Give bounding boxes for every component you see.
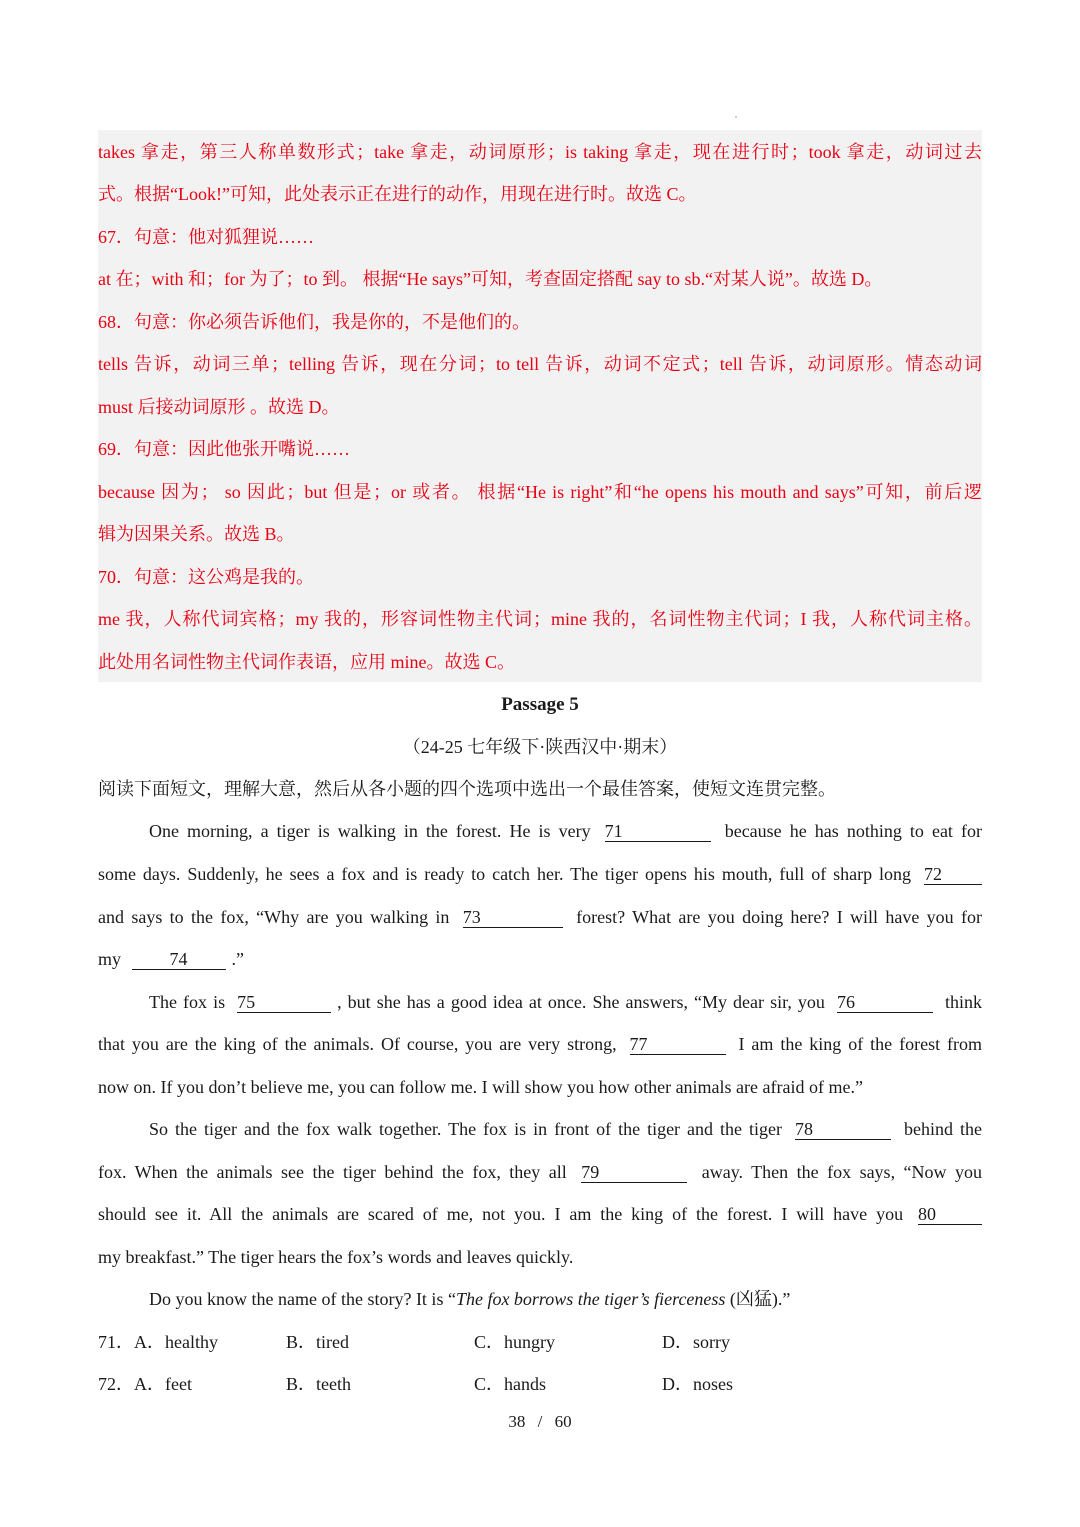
blank-77: 77 <box>630 1034 726 1055</box>
analysis-a68-line1: tells 告诉，动词三单；telling 告诉，现在分词；to tell 告诉，动词不定式；tell 告诉，动词原形。情态动词 <box>98 354 982 374</box>
paragraph-1-line-1 <box>98 818 982 844</box>
decorative-dot <box>735 116 737 118</box>
analysis-line-2: 式。根据“Look!”可知，此处表示正在进行的动作，用现在进行时。故选 C。 <box>98 184 697 204</box>
paragraph-4 <box>98 1286 982 1312</box>
passage-title: Passage 5 <box>501 694 579 715</box>
text: So the tiger and the fox walk together. The fox is in front of the tiger and the tiger <box>149 1119 783 1139</box>
blank-72: 72 <box>924 864 982 885</box>
page-separator: / <box>537 1412 543 1431</box>
option-a: A．feet <box>134 1374 192 1394</box>
text: some days. Suddenly, he sees a fox and is ready to catch her. The tiger opens his mouth, full of sharp long <box>98 864 912 884</box>
option-d: D．noses <box>662 1374 733 1394</box>
text: One morning, a tiger is walking in the forest. He is very <box>149 821 591 841</box>
paragraph-2-line-3: now on. If you don’t believe me, you can follow me. I will show you how other animals are afraid of me.” <box>98 1077 863 1097</box>
option-b: B．teeth <box>286 1374 351 1394</box>
text: think <box>945 992 983 1012</box>
question-number: 71． <box>98 1332 134 1352</box>
paragraph-3-line-2 <box>98 1159 982 1185</box>
passage-instruction: 阅读下面短文，理解大意，然后从各小题的四个选项中选出一个最佳答案，使短文连贯完整。 <box>98 779 836 799</box>
blank-80: 80 <box>918 1204 982 1225</box>
blank-78: 78 <box>795 1119 891 1140</box>
text: fox. When the animals see the tiger behind the fox, they all <box>98 1162 567 1182</box>
option-b: B．tired <box>286 1332 349 1352</box>
option-c: C．hungry <box>474 1332 555 1352</box>
passage-source: （24-25 七年级下·陕西汉中·期末） <box>402 737 678 757</box>
analysis-a69-line2: 辑为因果关系。故选 B。 <box>98 524 295 544</box>
blank-74: 74 <box>132 949 226 970</box>
paragraph-3-line-3 <box>98 1201 982 1227</box>
blank-76: 76 <box>837 992 933 1013</box>
analysis-q67: 67．句意：他对狐狸说…… <box>98 227 314 247</box>
analysis-a70-line1: me 我，人称代词宾格；my 我的，形容词性物主代词；mine 我的，名词性物主代词；I 我，人称代词主格。 <box>98 609 982 629</box>
text: my <box>98 949 122 969</box>
paragraph-1-line-3 <box>98 904 982 930</box>
question-number: 72． <box>98 1374 134 1394</box>
story-title: The fox borrows the tiger’s fierceness <box>455 1289 726 1309</box>
text: behind the <box>904 1119 982 1139</box>
text: should see it. All the animals are scared of me, not you. I am the king of the forest. I will have you <box>98 1204 904 1224</box>
text: , but she has a good idea at once. She answers, “My dear sir, you <box>337 992 825 1012</box>
analysis-a70-line2: 此处用名词性物主代词作表语，应用 mine。故选 C。 <box>98 652 515 672</box>
text: forest? What are you doing here? I will have you for <box>576 907 983 927</box>
question-71 <box>98 1329 218 1355</box>
analysis-q69: 69．句意：因此他张开嘴说…… <box>98 439 350 459</box>
text: I am the king of the forest from <box>738 1034 983 1054</box>
current-page: 38 <box>508 1412 526 1431</box>
text: because he has nothing to eat for <box>724 821 982 841</box>
text: The fox is <box>149 992 226 1012</box>
analysis-q68: 68．句意：你必须告诉他们，我是你的，不是他们的。 <box>98 312 530 332</box>
text: and says to the fox, “Why are you walking in <box>98 907 450 927</box>
option-a: A．healthy <box>134 1332 218 1352</box>
paragraph-3-line-4: my breakfast.” The tiger hears the fox’s words and leaves quickly. <box>98 1247 574 1267</box>
blank-79: 79 <box>581 1162 687 1183</box>
text: Do you know the name of the story? It is “ <box>149 1289 456 1309</box>
paragraph-1-line-4 <box>98 946 982 972</box>
text: (凶猛).” <box>725 1289 791 1309</box>
paragraph-3-line-1 <box>98 1116 982 1142</box>
analysis-line-1: takes 拿走，第三人称单数形式；take 拿走，动词原形；is taking 拿走，现在进行时；took 拿走，动词过去 <box>98 142 982 162</box>
analysis-a69-line1: because 因为； so 因此；but 但是；or 或者。 根据“He is right”和“he opens his mouth and says”可知，前后逻 <box>98 482 982 502</box>
blank-73: 73 <box>463 907 563 928</box>
paragraph-2-line-1 <box>98 989 982 1015</box>
text: away. Then the fox says, “Now you <box>701 1162 982 1182</box>
total-pages: 60 <box>554 1412 572 1431</box>
analysis-a68-line2: must 后接动词原形 。故选 D。 <box>98 397 340 417</box>
blank-71: 71 <box>605 821 711 842</box>
analysis-a67: at 在；with 和；for 为了；to 到。 根据“He says”可知，考查固定搭配 say to sb.“对某人说”。故选 D。 <box>98 269 883 289</box>
question-72 <box>98 1371 192 1397</box>
page-number <box>0 1412 1080 1432</box>
option-c: C．hands <box>474 1374 546 1394</box>
text: .” <box>231 949 245 969</box>
analysis-q70: 70．句意：这公鸡是我的。 <box>98 567 314 587</box>
option-d: D．sorry <box>662 1332 730 1352</box>
paragraph-2-line-2 <box>98 1031 982 1057</box>
blank-75: 75 <box>237 992 331 1013</box>
text: that you are the king of the animals. Of course, you are very strong, <box>98 1034 617 1054</box>
paragraph-1-line-2 <box>98 861 982 887</box>
